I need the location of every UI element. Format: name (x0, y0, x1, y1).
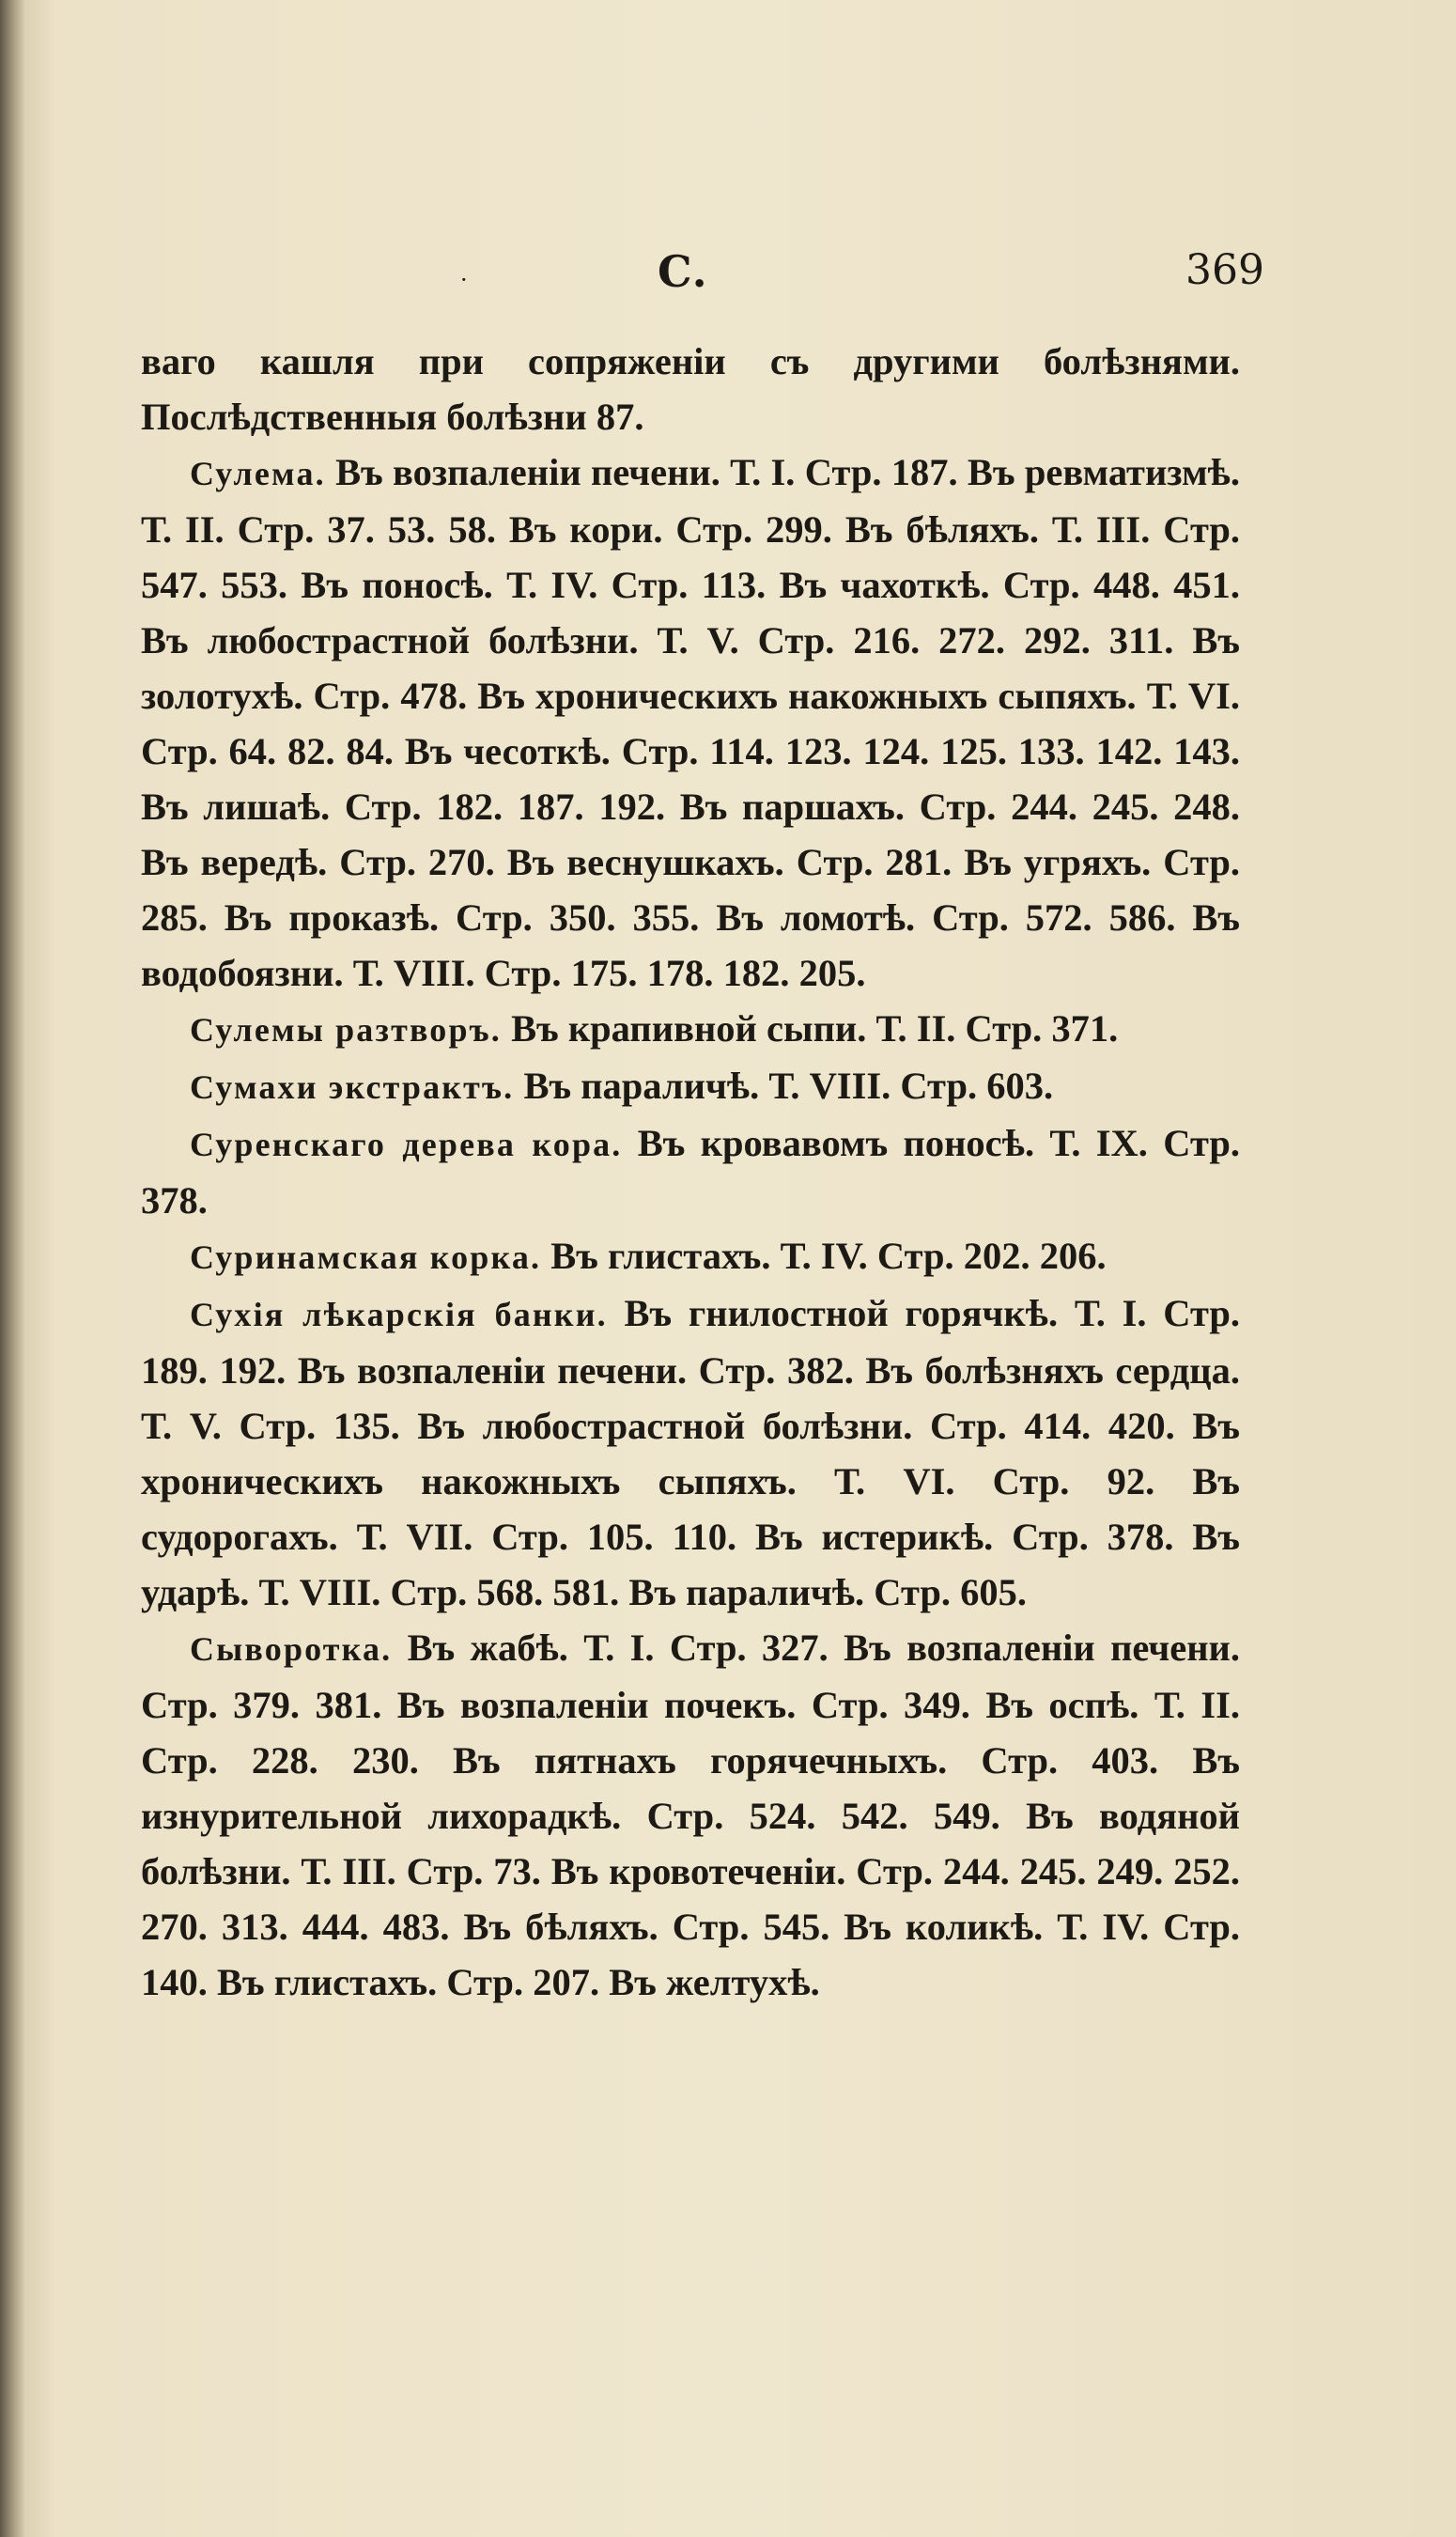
index-entry (141, 1228, 1240, 1285)
entry-heading: Сулемы разтворъ. (190, 1011, 502, 1049)
entry-heading: Сухія лѣкарскія банки. (190, 1296, 608, 1333)
index-entry (141, 1620, 1240, 2010)
entry-heading: Суренскаго дерева кора. (190, 1126, 623, 1163)
entry-heading: Суринамская корка. (190, 1238, 542, 1276)
entry-text: Въ жабѣ. Т. I. Стр. 327. Въ возпаленіи печени. Стр. 379. 381. Въ возпаленіи почекъ. Стр. 349. Въ оспѣ. Т. II. Стр. 228. 230. Въ пятнахъ горячечныхъ. Стр. 403. Въ изнурительной лихорадкѣ. Стр. 524. 542. 549. Въ водяной болѣзни. Т. III. Стр. 73. Въ кровотеченіи. Стр. 244. 245. 249. 252. 270. 313. 444. 483. Въ бѣляхъ. Стр. 545. Въ коликѣ. Т. IV. Стр. 140. Въ глистахъ. Стр. 207. Въ желтухѣ. (141, 1626, 1240, 2003)
entry-heading: Сыворотка. (190, 1630, 393, 1668)
index-entry (141, 1058, 1240, 1115)
index-entry (141, 444, 1240, 1001)
index-text-block (141, 334, 1240, 2010)
entry-heading: Сумахи экстрактъ. (190, 1068, 515, 1106)
index-entry (141, 1285, 1240, 1620)
index-entry-continuation (141, 334, 1240, 444)
index-entry (141, 1001, 1240, 1058)
page-number: 369 (1185, 246, 1264, 294)
entry-text: Въ глистахъ. Т. IV. Стр. 202. 206. (550, 1235, 1107, 1277)
entry-text: Въ возпаленіи печени. Т. I. Стр. 187. Въ ревматизмѣ. Т. II. Стр. 37. 53. 58. Въ кори. Стр. 299. Въ бѣляхъ. Т. III. Стр. 547. 553. Въ поносѣ. Т. IV. Стр. 113. Въ чахоткѣ. Стр. 448. 451. Въ любострастной болѣзни. Т. V. Стр. 216. 272. 292. 311. Въ золотухѣ. Стр. 478. Въ хроническихъ накожныхъ сыпяхъ. Т. VI. Стр. 64. 82. 84. Въ чесоткѣ. Стр. 114. 123. 124. 125. 133. 142. 143. Въ лишаѣ. Стр. 182. 187. 192. Въ паршахъ. Стр. 244. 245. 248. Въ вередѣ. Стр. 270. Въ веснушкахъ. Стр. 281. Въ угряхъ. Стр. 285. Въ проказѣ. Стр. 350. 355. Въ ломотѣ. Стр. 572. 586. Въ водобоязни. Т. VIII. Стр. 175. 178. 182. 205. (141, 451, 1240, 994)
entry-heading: Сулема. (190, 455, 326, 492)
running-header (0, 246, 1456, 312)
entry-text: Въ кровавомъ поносѣ. Т. IX. Стр. 378. (141, 1122, 1240, 1222)
entry-text: Въ параличѣ. Т. VIII. Стр. 603. (523, 1065, 1054, 1107)
index-entry (141, 1115, 1240, 1228)
entry-text: Въ гнилостной горячкѣ. Т. I. Стр. 189. 192. Въ возпаленіи печени. Стр. 382. Въ болѣзняхъ сердца. Т. V. Стр. 135. Въ любострастной болѣзни. Стр. 414. 420. Въ хроническихъ накожныхъ сыпяхъ. Т. VI. Стр. 92. Въ судорогахъ. Т. VII. Стр. 105. 110. Въ истерикѣ. Стр. 378. Въ ударѣ. Т. VIII. Стр. 568. 581. Въ параличѣ. Стр. 605. (141, 1292, 1241, 1613)
entry-text: Въ крапивной сыпи. Т. II. Стр. 371. (511, 1007, 1119, 1050)
book-spine-edge (0, 0, 24, 2537)
header-dot: · (460, 267, 468, 293)
section-letter: С. (658, 246, 707, 297)
entry-text: ваго кашля при сопряженіи съ другими болѣзнями. Послѣдственныя болѣзни 87. (141, 340, 1240, 438)
